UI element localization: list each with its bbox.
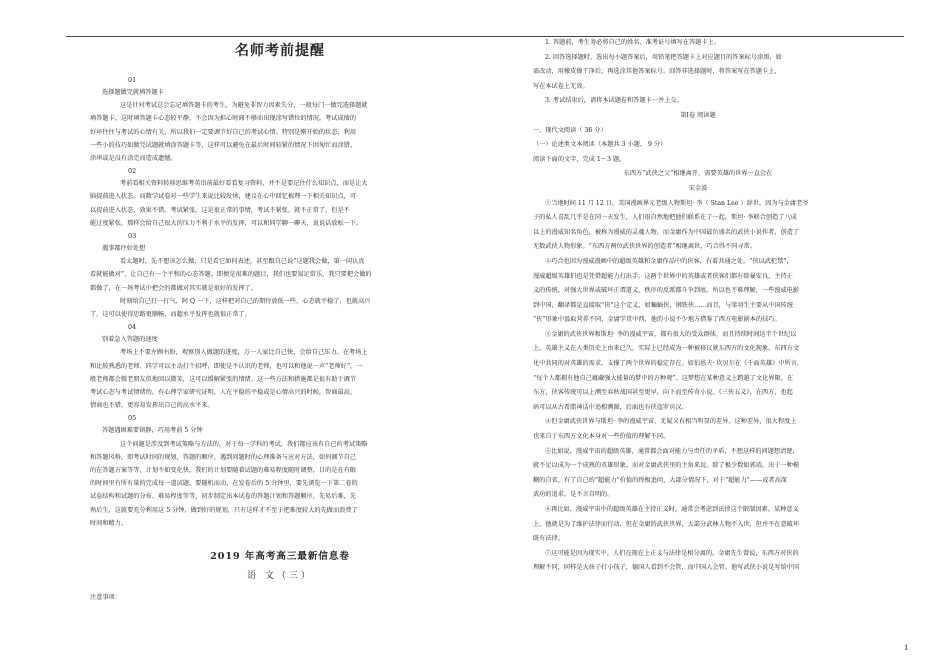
section-04 bbox=[90, 321, 470, 412]
note-line: 1. 答题前，考生务必将自己的姓名、准考证号填写在答题卡上。 bbox=[545, 39, 720, 46]
section-heading: 选择题做完就填答题卡 bbox=[102, 89, 164, 96]
section-01 bbox=[90, 74, 470, 165]
article-line: 漫威超级英雄们也是凭借超能力打出手，这两个世界中的英雄或者侠客们都有除暴安良，主持正 bbox=[533, 272, 793, 280]
note-line: 写在本试卷上无效。 bbox=[533, 82, 589, 90]
article-line: 东方，侠客传统可以上溯至春秋战国甚至更早，向下而至传奇小说、《三侠五义》，在西方，也起 bbox=[533, 389, 793, 397]
exam-subject: 语 文（三） bbox=[247, 571, 313, 582]
exam-title: 2019 年高考高三最新信息卷 bbox=[210, 551, 350, 563]
body-line: 这个问题是涉及到考试策略与方法的，对于每一学科的考试，我们都应该有自己的考试策略 bbox=[120, 440, 368, 448]
article-line: 化中共同的对英雄的需求，支撑了两个世界的稳定存在。如伯恩夫· 坎贝尔在《千面英雄》中所言， bbox=[533, 360, 803, 368]
article-author: 宋金波 bbox=[688, 184, 708, 192]
section-heading: 别着急入答题的速度 bbox=[102, 336, 158, 344]
body-line: 都做了，在一场考试中把会的都做对其实就是很好的发挥了。 bbox=[90, 284, 258, 292]
body-line: 考前看相关资料转移思维考英语前最好看看复习资料，并不是要记住什么知识点，而是让大 bbox=[120, 180, 368, 188]
section-heading: 遇事都往好处想 bbox=[102, 245, 146, 253]
body-line: 这是针对考试总会忘记填答题卡的考生，为避免非智力因素失分，一般每门一做完选择题就 bbox=[120, 102, 368, 110]
article-line: “侠”形象中汲取营养不同，金庸学贯中西，他的小说不少地方借鉴了西方电影剧本的技巧。 bbox=[533, 316, 781, 324]
article-line: 码可以从古希腊神话中追根溯源，后面也有侠盗罗宾汉。 bbox=[533, 403, 688, 411]
instruction: 阅读下面的文字，完成 1～3 题。 bbox=[533, 155, 626, 163]
article-line: 上。英雄主义在人类历史上由来已久，实际上已经成为一种被移议就东西方的文化现象。东西方文 bbox=[533, 345, 800, 353]
body-line: 熟后生，这就要充分利用这 5 分钟，做到好的规划，只有这样才不至于把难度较大的先做而浪费了 bbox=[90, 506, 358, 514]
article-line: 糊的自省，有了自己的“超能力”价值的终极追问，大部分情况下，对于“超能力”——或者高深 bbox=[533, 476, 787, 484]
article-line: 上，他就是为了维护法律而行动，但在金庸的武侠世界，大部分武林人物不入世，但并不在意破坏 bbox=[533, 520, 800, 528]
right-column bbox=[533, 36, 863, 662]
body-line: 以提前进入状态，效果不错。考试紧张，这是很正常的事情，考试不紧张，就不正常了，但是不 bbox=[90, 206, 350, 214]
section-heading: 答题遇困难要镇静，巧用考前 5 分钟 bbox=[102, 427, 203, 435]
section-number: 04 bbox=[128, 323, 137, 332]
article-line: ③金庸的武侠世界和斯坦· 李的漫威宇宙，都有很大的受众群体，而且持续时间达半个世纪以 bbox=[545, 330, 797, 338]
note-line: 需改动，用橡皮擦干净后，再选涂其他答案标号。回答非选择题时，将答案写在答题卡上， bbox=[533, 68, 781, 76]
article-line: 武功的追求，是不言自明的。 bbox=[533, 491, 614, 499]
body-line: 好坏往往与考试的心情有关，所以我们一定要调节好自己的考试心情。特别是刚开始的状态，利用 bbox=[90, 128, 357, 136]
body-line: 考试心态与考试情绪的。有心理学家研究证明，人在平稳的平稳或是心情高兴的时候，智商最高， bbox=[90, 389, 357, 397]
article-line: ①当地时间 11 月 12 日，美国漫画界元老级人物斯坦· 李（ Stan Lee ）辞世。因为与金庸老爷 bbox=[545, 199, 809, 207]
article-body bbox=[533, 197, 863, 576]
article-line: “每个人都拥有他自己蕴藏强大能量的梦中的方种观”。这梦想在某种意义上跨越了文化界限。在 bbox=[533, 374, 794, 382]
article-line: ⑦这可能是因为现实中，人们在现在上正义与法律是相分离的。金庸先生曾说，东西方对侠的 bbox=[545, 549, 799, 557]
body-line: 的在答题方案等等，计划不如变化快，我们的计划要随着试题的难易程度随时调整，目的是在有限 bbox=[90, 467, 357, 475]
article-line: ④但金庸武侠世界与斯坦· 李的漫威宇宙，无疑又有相当明显的差异。这种差异，很大程度上 bbox=[545, 418, 797, 426]
article-line: 义的传统，对强大世界或破坏正谓道义，秩序的反派都斗争到底。所以也不难理解，一些漫威电影 bbox=[533, 287, 800, 295]
subsection-heading: （一）论述类文本阅读（本题共 3 小题， 9 分） bbox=[533, 141, 667, 149]
body-line: 时间和精力。 bbox=[90, 519, 128, 527]
body-line: 能过度紧张，那样会给自己很大的压力不利于水平的发挥，可以和同学聊一聊天，说说话放松一下。 bbox=[90, 219, 363, 227]
article-line: 理解不同，同样是大孩子打小孩子，德国人看到不会管，而中国人会管。他写武侠小说是写给中国 bbox=[533, 564, 800, 572]
section-number: 05 bbox=[128, 414, 137, 423]
question-section-heading: 一、现代文阅读（ 36 分） bbox=[533, 126, 607, 134]
page-number: 1 bbox=[904, 644, 909, 652]
body-line: 和答题风格，即考试时间的规划，答题的顺序，遇到问题时的心理准备与应对方法，如何调节自己 bbox=[90, 453, 357, 461]
body-line: 考场上不要左顾右盼，观察别人做题的进度，万一人家比自己快，会给自己压力。在考场上 bbox=[120, 349, 368, 357]
body-line: 般老师都会微老朋友似地回以微笑，这可以缓解紧张的情绪。这一些方法和措施都是很有助于调节 bbox=[90, 375, 357, 383]
article-line: 既有法律。 bbox=[533, 535, 564, 543]
body-line: 了，这可以使得思路更顺畅，而超水平发挥也就很正常了。 bbox=[90, 311, 251, 319]
article-line: 以上的漫威知名角色，被称为漫威的灵魂人物，而金庸作为中国最负盛名的武侠小说作者，创造了 bbox=[533, 228, 800, 236]
body-line: 试卷结构和试题的分布、难易程度等等，初步制定出本试卷的答题计划和答题顺序，先易后难，先 bbox=[90, 493, 357, 501]
body-line: 填答题卡。这时填答题卡心态较平静，不会因为担心时间不够而出现涂写错位的情况。考试成绩的 bbox=[90, 115, 357, 123]
body-line: 的时间里有所有量的完成每一道试题，要随机而动，在发卷后的 5 分钟里，要先浏览一下第二卷的 bbox=[90, 480, 358, 488]
article-line: 无数武侠人物形象。“东西方两位武侠世界的创造者”相继离世，巧合得不同寻常。 bbox=[533, 243, 756, 251]
notice-label: 注意事项： bbox=[90, 594, 121, 602]
article-line: ⑥再比如，漫威宇宙中的超级英雄在主持正义时，通常会考虑到法律这个限制因素。某种意义 bbox=[545, 506, 799, 513]
part-heading: 第Ⅰ卷 阅读题 bbox=[680, 111, 716, 119]
section-03 bbox=[90, 230, 470, 321]
section-05 bbox=[90, 412, 470, 530]
body-line: 看太题时，先不想该怎么做，只是看它如何表述，甚至跟自己说“这题我会做，第一问认真 bbox=[120, 258, 365, 266]
section-number: 03 bbox=[128, 232, 137, 241]
section-number: 01 bbox=[128, 76, 137, 84]
body-line: 时刻给自己打一打气，阿 Q 一下，这样把对自己的期待放低一些，心态就平稳了，也就高兴 bbox=[120, 297, 371, 305]
left-column bbox=[90, 36, 470, 662]
body-line: 一些小的技巧如做完试题就填涂答题卡等，这样可以避免在最后时间较紧的情况下因匆忙而涂错、 bbox=[90, 141, 357, 149]
article-title: 东西方“武侠之父”相继离开，需要英雄的世界一直会在 bbox=[623, 170, 773, 178]
article-line: ②巧合也因为漫威漫画中的超级英雄和金庸作品中的侠客，有着共通之处。“侠以武犯禁”， bbox=[545, 257, 793, 265]
note-line: 3. 考试结束后，请将本试题卷和答题卡一并上交。 bbox=[545, 97, 683, 105]
body-line: 涂串或是没有涂完而造成遗憾。 bbox=[90, 155, 177, 163]
article-line: 也来自于东西方文化本身对一些价值的理解不同。 bbox=[533, 433, 670, 441]
body-line: 情商也不错，更容易发挥出自己的高水平来。 bbox=[90, 402, 214, 410]
note-line: 2. 回答选择题时，选出每小题答案后，用铅笔把答题卡上对应题目的答案标号涂黑，如 bbox=[545, 53, 782, 61]
article-line: 子的私人喜乱几乎是在同一天发生，人们很自然地把他们联系在了一起。斯坦· 李联合创造了八成 bbox=[533, 214, 797, 222]
article-line: 到中国，翻译都是直接取“侠”这个定义，如蝙蝠侠、钢铁侠……而且，与梁羽生主要从中国传统 bbox=[533, 301, 794, 309]
section-02 bbox=[90, 165, 470, 230]
section-number: 02 bbox=[128, 167, 137, 176]
body-line: 看就能做对”，让自己有一个平和的心态答题。即便是很难的题目，我们也要知足常乐，我只要把会做的 bbox=[90, 271, 372, 279]
article-line: 就不足以成为一个成熟的英雄形象。而对金庸武侠里的主角来说，除了极少数如郭靖，出于一种模 bbox=[533, 462, 800, 470]
article-line: ⑤比如说，漫威宇宙的超级英雄，通常都会面对能力与责任的矛盾，不想这样的问题想清楚， bbox=[545, 447, 799, 455]
page-title: 名师考前提醒 bbox=[235, 43, 325, 59]
body-line: 和比较熟悉的老师、同学可以主动打个招呼，即使是不认识的老师，也可以和他说一声“老师好”，一 bbox=[90, 362, 363, 370]
body-line: 脑提前进入状态。而数学试卷对一些学生来说比较发怵，建议在心中回忆梳理一下相关知识点，可 bbox=[90, 193, 357, 201]
